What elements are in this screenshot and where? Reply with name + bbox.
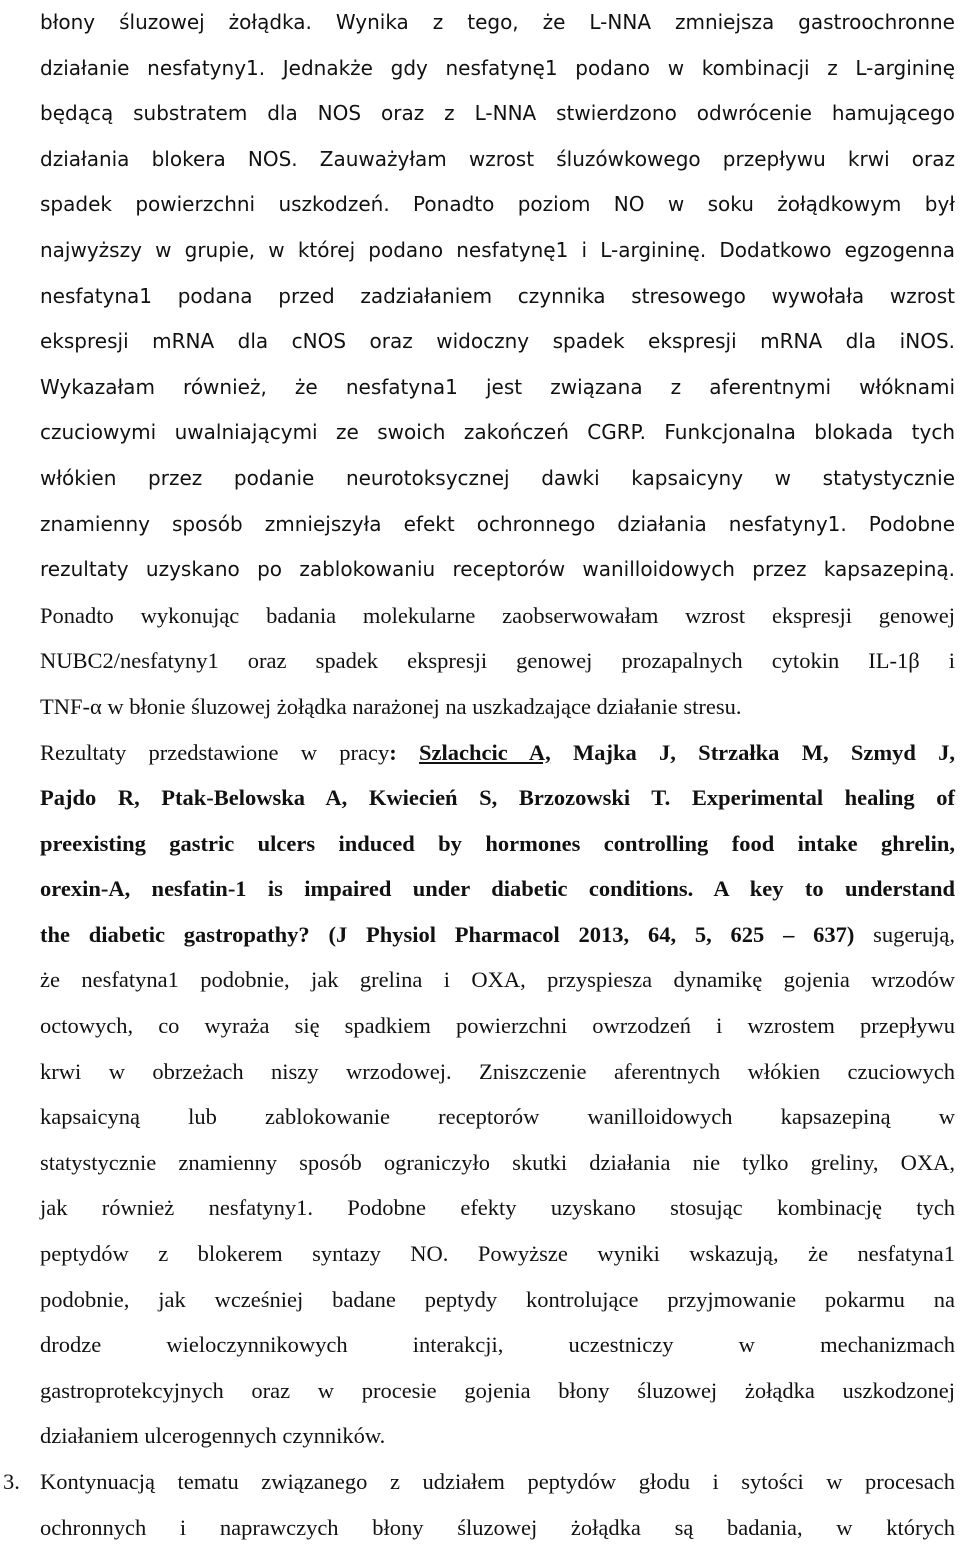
citation-line [40,730,955,776]
text-line: NUBC2/nesfatyny1 oraz spadek ekspresji genowej prozapalnych cytokin IL-1β i [40,648,955,674]
text-line: octowych, co wyraża się spadkiem powierzchni owrzodzeń i wzrostem przepływu [40,1013,955,1039]
citation-line [40,775,955,821]
text-line: ochronnych i naprawczych błony śluzowej żołądka są badania, w których [40,1514,955,1540]
text-line: najwyższy w grupie, w której podano nesfatynę1 i L-argininę. Dodatkowo egzogenna [40,237,955,262]
list-number: 3. [3,1469,20,1494]
text-line: gastroprotekcyjnych oraz w procesie gojenia błony śluzowej żołądka uszkodzonej [40,1377,955,1403]
citation-first-author: Szlachcic A, [419,739,551,765]
citation-intro: Rezultaty przedstawione w pracy [40,739,390,765]
text-line: działanie nesfatyny1. Jednakże gdy nesfatynę1 podano w kombinacji z L-argininę [40,55,955,80]
text-line: krwi w obrzeżach niszy wrzodowej. Zniszczenie aferentnych włókien czuciowych [40,1058,955,1084]
text-line: Ponadto wykonując badania molekularne zaobserwowałam wzrost ekspresji genowej [40,602,955,628]
citation-title-line: preexisting gastric ulcers induced by hormones controlling food intake ghrelin, [40,830,955,856]
text-line: będącą substratem dla NOS oraz z L-NNA stwierdzono odwrócenie hamującego [40,101,955,126]
text-line: działania blokera NOS. Zauważyłam wzrost śluzówkowego przepływu krwi oraz [40,146,955,171]
text-line: TNF-α w błonie śluzowej żołądka narażonej na uszkadzające działanie stresu. [40,693,742,719]
citation-line [40,912,955,958]
text-line: kapsaicyną lub zablokowanie receptorów wanilloidowych kapsazepiną w [40,1104,955,1130]
text-line: spadek powierzchni uszkodzeń. Ponadto poziom NO w soku żołądkowym był [40,192,955,217]
text-line: jak również nesfatyny1. Podobne efekty uzyskano stosując kombinację tych [40,1195,955,1221]
citation-title-end: the diabetic gastropathy? [40,921,310,947]
text-line: statystycznie znamienny sposób ograniczyło skutki działania nie tylko greliny, OXA, [40,1149,955,1175]
text-line: znamienny sposób zmniejszyła efekt ochronnego działania nesfatyny1. Podobne [40,511,955,536]
text-line: błony śluzowej żołądka. Wynika z tego, że L-NNA zmniejsza gastroochronne [40,10,955,34]
list-item [3,1459,955,1505]
text-line: podobnie, jak wcześniej badane peptydy kontrolujące przyjmowanie pokarmu na [40,1286,955,1312]
text-line: Wykazałam również, że nesfatyna1 jest związana z aferentnymi włóknami [40,374,955,399]
citation-colon: : [389,739,397,765]
text-line: peptydów z blokerem syntazy NO. Powyższe wyniki wskazują, że nesfatyna1 [40,1241,955,1267]
citation-authors: Majka J, Strzałka M, Szmyd J, [550,739,956,765]
citation-journal: (J Physiol Pharmacol 2013, 64, 5, 625 – 637) [309,921,855,947]
document-page [3,0,956,1550]
citation-title: Experimental healing of [670,785,955,811]
citation-title-line: orexin-A, nesfatin-1 is impaired under diabetic conditions. A key to understand [40,876,955,902]
text-line: nesfatyna1 podana przed zadziałaniem czynnika stresowego wywołała wzrost [40,283,955,308]
citation-authors-cont: Pajdo R, Ptak-Belowska A, Kwiecień S, Brzozowski T. [40,785,671,811]
list-item-text: Kontynuacją tematu związanego z udziałem peptydów głodu i sytości w procesach [40,1469,955,1494]
citation-after: sugerują, [854,921,955,947]
text-line: drodze wieloczynnikowych interakcji, uczestniczy w mechanizmach [40,1332,955,1358]
text-line: czuciowymi uwalniającymi ze swoich zakończeń CGRP. Funkcjonalna blokada tych [40,420,955,445]
text-line: że nesfatyna1 podobnie, jak grelina i OXA, przyspiesza dynamikę gojenia wrzodów [40,967,955,993]
text-line: włókien przez podanie neurotoksycznej dawki kapsaicyny w statystycznie [40,465,955,490]
text-line: ekspresji mRNA dla cNOS oraz widoczny spadek ekspresji mRNA dla iNOS. [40,329,955,354]
text-line: rezultaty uzyskano po zablokowaniu receptorów wanilloidowych przez kapsazepiną. [40,557,955,582]
text-line: działaniem ulcerogennych czynników. [40,1423,386,1449]
